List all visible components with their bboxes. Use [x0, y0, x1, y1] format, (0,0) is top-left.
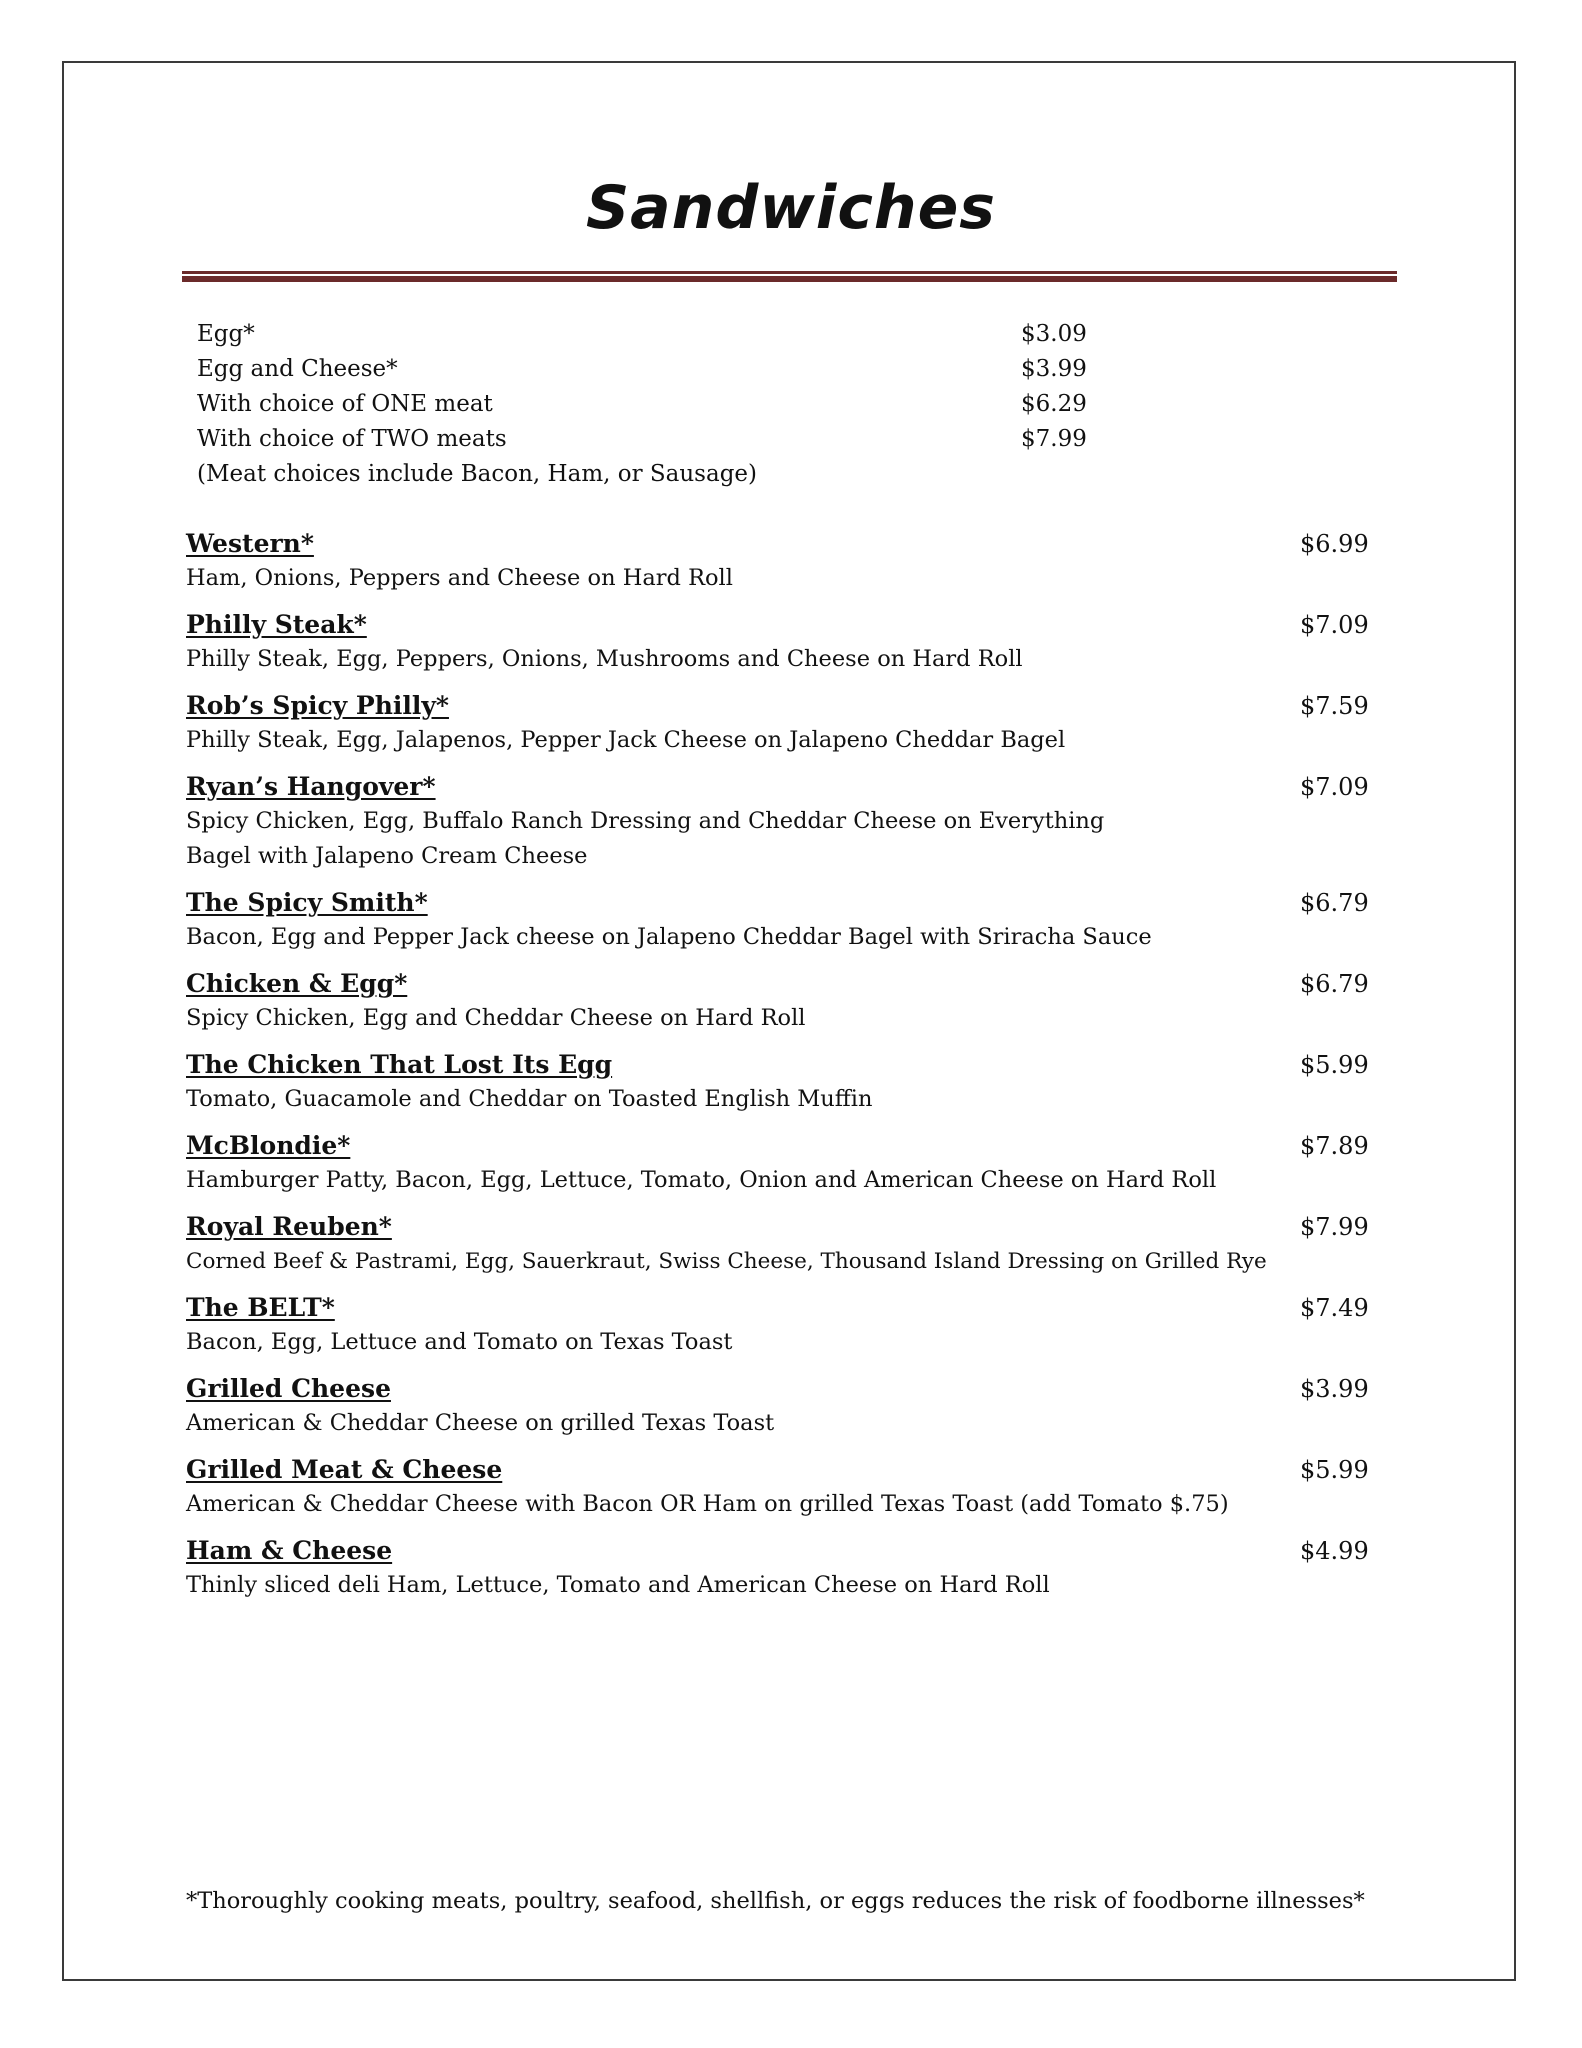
menu-item-description: Ham, Onions, Peppers and Cheese on Hard Roll [186, 565, 733, 591]
menu-item-description: American & Cheddar Cheese with Bacon OR Ham on grilled Texas Toast (add Tomato $.75) [186, 1491, 1229, 1517]
menu-item-description: Hamburger Patty, Bacon, Egg, Lettuce, Tomato, Onion and American Cheese on Hard Roll [186, 1167, 1217, 1193]
title-divider [182, 271, 1397, 283]
menu-item-name: Ham & Cheese [186, 1536, 393, 1565]
basic-item [197, 352, 1097, 387]
menu-title: Sandwiches [585, 173, 997, 243]
menu-item-price: $4.99 [1300, 1537, 1369, 1565]
menu-item [186, 770, 1369, 874]
menu-item-price: $7.89 [1300, 1132, 1369, 1160]
basic-item-name: With choice of ONE meat [197, 391, 493, 417]
basic-item-price: $6.29 [1021, 391, 1087, 417]
menu-item-description: Philly Steak, Egg, Peppers, Onions, Mushrooms and Cheese on Hard Roll [186, 646, 1023, 672]
menu-item [186, 1534, 1369, 1603]
basic-item-name: With choice of TWO meats [197, 426, 507, 452]
menu-item-name: The Spicy Smith* [186, 888, 428, 917]
basic-sandwich-list [197, 317, 1097, 492]
menu-item-price: $3.99 [1300, 1375, 1369, 1403]
menu-item-name: Philly Steak* [186, 610, 367, 639]
menu-item [186, 1372, 1369, 1441]
menu-item-name: Chicken & Egg* [186, 969, 408, 998]
basic-item-name: Egg and Cheese* [197, 356, 398, 382]
divider-line-thin [182, 271, 1397, 274]
menu-item-description: Bacon, Egg and Pepper Jack cheese on Jalapeno Cheddar Bagel with Sriracha Sauce [186, 924, 1152, 950]
menu-item-price: $5.99 [1300, 1051, 1369, 1079]
menu-item-price: $7.59 [1300, 692, 1369, 720]
menu-item-price: $5.99 [1300, 1456, 1369, 1484]
basic-item-name: Egg* [197, 321, 255, 347]
menu-item-name: The Chicken That Lost Its Egg [186, 1050, 613, 1079]
basic-item [197, 387, 1097, 422]
menu-item-name: Ryan’s Hangover* [186, 772, 436, 801]
menu-item-description: Thinly sliced deli Ham, Lettuce, Tomato and American Cheese on Hard Roll [186, 1572, 1050, 1598]
menu-item-price: $7.09 [1300, 773, 1369, 801]
menu-item [186, 1048, 1369, 1117]
menu-item-description: Spicy Chicken, Egg, Buffalo Ranch Dressing and Cheddar Cheese on Everything Bagel with Jalapeno Cream Cheese [186, 808, 1105, 869]
menu-item [186, 1453, 1369, 1522]
menu-item-name: Grilled Cheese [186, 1374, 391, 1403]
menu-item [186, 967, 1369, 1036]
basic-item-price: $3.99 [1021, 356, 1087, 382]
menu-item-price: $6.79 [1300, 889, 1369, 917]
specialty-sandwich-list [186, 527, 1369, 1615]
menu-item-description: Tomato, Guacamole and Cheddar on Toasted English Muffin [186, 1086, 873, 1112]
menu-item-price: $7.09 [1300, 611, 1369, 639]
food-safety-footnote: *Thoroughly cooking meats, poultry, seafood, shellfish, or eggs reduces the risk of foodborne illnesses* [186, 1888, 1365, 1914]
menu-item-name: McBlondie* [186, 1131, 351, 1160]
menu-item-price: $6.79 [1300, 970, 1369, 998]
menu-item-price: $6.99 [1300, 530, 1369, 558]
menu-item-name: The BELT* [186, 1293, 335, 1322]
menu-item-description: Philly Steak, Egg, Jalapenos, Pepper Jack Cheese on Jalapeno Cheddar Bagel [186, 727, 1066, 753]
basic-item-price: $7.99 [1021, 426, 1087, 452]
menu-item [186, 689, 1369, 758]
basic-item-price: $3.09 [1021, 321, 1087, 347]
menu-item [186, 886, 1369, 955]
menu-item-description: Spicy Chicken, Egg and Cheddar Cheese on Hard Roll [186, 1005, 806, 1031]
divider-line-thick [182, 276, 1397, 282]
menu-item [186, 608, 1369, 677]
menu-item-name: Western* [186, 529, 314, 558]
menu-item [186, 1129, 1369, 1198]
menu-item [186, 1210, 1369, 1279]
menu-item-name: Rob’s Spicy Philly* [186, 691, 449, 720]
menu-item-price: $7.99 [1300, 1213, 1369, 1241]
menu-item-description: American & Cheddar Cheese on grilled Texas Toast [186, 1410, 775, 1436]
menu-item [186, 527, 1369, 596]
basic-item [197, 317, 1097, 352]
menu-item [186, 1291, 1369, 1360]
menu-item-price: $7.49 [1300, 1294, 1369, 1322]
menu-item-name: Grilled Meat & Cheese [186, 1455, 503, 1484]
meat-choices-note: (Meat choices include Bacon, Ham, or Sausage) [197, 461, 758, 487]
menu-item-description: Bacon, Egg, Lettuce and Tomato on Texas Toast [186, 1329, 733, 1355]
menu-item-description: Corned Beef & Pastrami, Egg, Sauerkraut, Swiss Cheese, Thousand Island Dressing on Grilled Rye [186, 1249, 1267, 1274]
basic-item [197, 422, 1097, 457]
menu-item-name: Royal Reuben* [186, 1212, 392, 1241]
